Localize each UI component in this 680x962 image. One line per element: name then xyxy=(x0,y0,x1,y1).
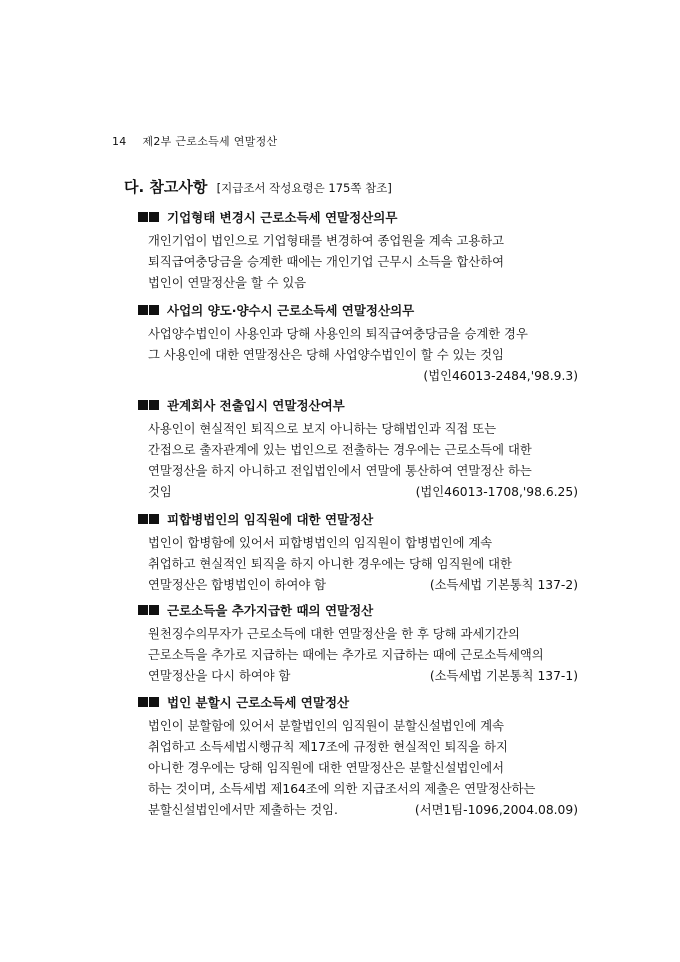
entry-heading xyxy=(138,395,578,415)
page-number: 14 xyxy=(112,135,127,148)
square-bullet-icon xyxy=(138,514,159,524)
entry-title: 사업의 양도·양수시 근로소득세 연말정산의무 xyxy=(167,303,415,318)
entry-heading xyxy=(138,300,578,320)
reference-citation: (법인46013-2484,'98.9.3) xyxy=(423,369,578,383)
body-line-with-reference xyxy=(148,800,578,821)
entry-title: 관계회사 전출입시 연말정산여부 xyxy=(167,398,345,413)
body-line: 사업양수법인이 사용인과 당해 사용인의 퇴직급여충당금을 승계한 경우 xyxy=(148,327,528,341)
body-line: 법인이 연말정산을 할 수 있음 xyxy=(148,276,307,290)
entry-title: 법인 분할시 근로소득세 연말정산 xyxy=(167,695,350,710)
body-line-end: 연말정산은 합병법인이 하여야 함 xyxy=(148,578,327,592)
entry-affiliate-transfer xyxy=(138,395,578,503)
running-title: 제2부 근로소득세 연말정산 xyxy=(142,135,278,148)
reference-citation: (서면1팀-1096,2004.08.09) xyxy=(414,803,578,817)
body-line-with-reference xyxy=(148,482,578,503)
body-line: 취업하고 소득세법시행규칙 제17조에 규정한 현실적인 퇴직을 하지 xyxy=(148,740,508,754)
body-line: 그 사용인에 대한 연말정산은 당해 사업양수법인이 할 수 있는 것임 xyxy=(148,348,504,362)
body-line: 아니한 경우에는 당해 임직원에 대한 연말정산은 분할신설법인에서 xyxy=(148,761,505,775)
body-line: 법인이 합병함에 있어서 피합병법인의 임직원이 합병법인에 계속 xyxy=(148,536,493,550)
body-line: 개인기업이 법인으로 기업형태를 변경하여 종업원을 계속 고용하고 xyxy=(148,234,505,248)
entry-body xyxy=(148,716,578,821)
entry-business-transfer xyxy=(138,300,578,387)
square-bullet-icon xyxy=(138,605,159,615)
entry-title: 기업형태 변경시 근로소득세 연말정산의무 xyxy=(167,210,398,225)
body-line-with-reference xyxy=(148,666,578,687)
entry-heading xyxy=(138,600,578,620)
running-header xyxy=(112,133,277,149)
entry-title: 피합병법인의 임직원에 대한 연말정산 xyxy=(167,512,374,527)
body-line: 연말정산을 하지 아니하고 전입법인에서 연말에 통산하여 연말정산 하는 xyxy=(148,464,532,478)
entry-body xyxy=(148,533,578,596)
entry-additional-payment xyxy=(138,600,578,687)
entry-heading xyxy=(138,509,578,529)
entry-body xyxy=(148,324,578,387)
section-title: 다. 참고사항 xyxy=(124,178,208,196)
square-bullet-icon xyxy=(138,212,159,222)
entry-heading xyxy=(138,692,578,712)
section-note: [지급조서 작성요령은 175쪽 참조] xyxy=(216,181,392,195)
section-heading xyxy=(124,176,392,197)
square-bullet-icon xyxy=(138,400,159,410)
entry-corporate-split xyxy=(138,692,578,821)
body-line: 하는 것이며, 소득세법 제164조에 의한 지급조서의 제출은 연말정산하는 xyxy=(148,782,536,796)
reference-citation: (법인46013-1708,'98.6.25) xyxy=(415,485,578,499)
body-line-end: 연말정산을 다시 하여야 함 xyxy=(148,669,291,683)
entry-merger-employees xyxy=(138,509,578,596)
entry-heading xyxy=(138,207,578,227)
square-bullet-icon xyxy=(138,305,159,315)
body-line: 사용인이 현실적인 퇴직으로 보지 아니하는 당해법인과 직접 또는 xyxy=(148,422,497,436)
body-line: 취업하고 현실적인 퇴직을 하지 아니한 경우에는 당해 임직원에 대한 xyxy=(148,557,512,571)
entry-body xyxy=(148,231,578,294)
body-line-end: 분할신설법인에서만 제출하는 것임. xyxy=(148,803,338,817)
body-line-with-reference xyxy=(148,575,578,596)
body-line-end: 것임 xyxy=(148,485,172,499)
body-line: 법인이 분할함에 있어서 분할법인의 임직원이 분할신설법인에 계속 xyxy=(148,719,505,733)
entry-body xyxy=(148,624,578,687)
body-line: 원천징수의무자가 근로소득에 대한 연말정산을 한 후 당해 과세기간의 xyxy=(148,627,520,641)
reference-citation: (소득세법 기본통칙 137-1) xyxy=(429,669,578,683)
body-line: 퇴직급여충당금을 승계한 때에는 개인기업 근무시 소득을 합산하여 xyxy=(148,255,505,269)
reference-citation: (소득세법 기본통칙 137-2) xyxy=(429,578,578,592)
entry-business-form-change xyxy=(138,207,578,294)
body-line: 간접으로 출자관계에 있는 법인으로 전출하는 경우에는 근로소득에 대한 xyxy=(148,443,532,457)
entry-body xyxy=(148,419,578,503)
body-line: 근로소득을 추가로 지급하는 때에는 추가로 지급하는 때에 근로소득세액의 xyxy=(148,648,544,662)
entry-title: 근로소득을 추가지급한 때의 연말정산 xyxy=(167,603,374,618)
square-bullet-icon xyxy=(138,697,159,707)
